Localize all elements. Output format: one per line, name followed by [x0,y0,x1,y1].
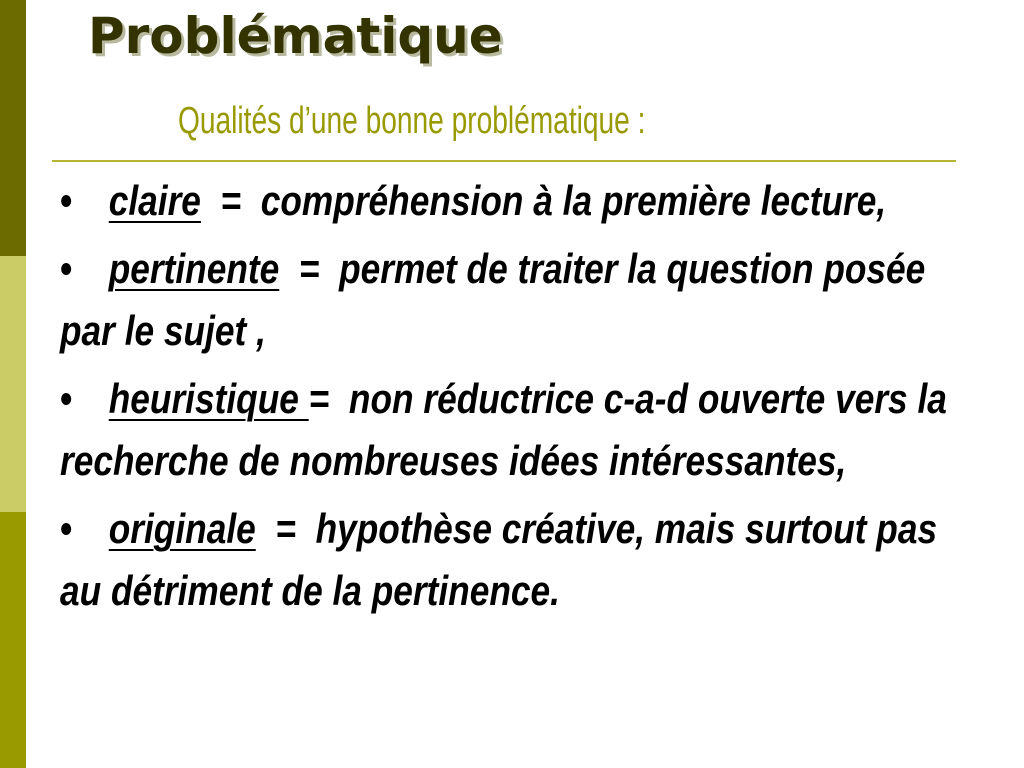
side-band-top [0,0,26,256]
bullet-marker: • [60,177,73,224]
slide-subtitle: Qualités d’une bonne problématique : [178,100,646,142]
bullet-list [60,170,990,628]
bullet-definition: hypothèse créative, mais surtout pas au détriment de la pertinence. [60,505,938,614]
bullet-definition: compréhension à la première lecture, [260,177,887,224]
bullet-separator: = [200,177,261,224]
bullet-item-claire [60,170,984,232]
title-divider [52,160,956,162]
bullet-item-pertinente [60,238,984,362]
side-band-middle [0,256,26,512]
bullet-term: heuristique [108,375,309,422]
bullet-term: originale [108,505,256,552]
bullet-term: claire [108,177,201,224]
bullet-item-heuristique [60,368,984,492]
bullet-marker: • [60,245,73,292]
bullet-item-originale [60,498,984,622]
bullet-definition: permet de traiter la question posée par le sujet , [60,245,926,354]
side-band-bottom [0,512,26,768]
slide-title: Problématique [88,7,503,65]
bullet-term: pertinente [108,245,280,292]
bullet-marker: • [60,505,73,552]
bullet-separator: = [308,375,349,422]
bullet-separator: = [255,505,316,552]
bullet-marker: • [60,375,73,422]
bullet-separator: = [279,245,340,292]
bullet-definition: non réductrice c-a-d ouverte vers la recherche de nombreuses idées intéressantes, [60,375,947,484]
